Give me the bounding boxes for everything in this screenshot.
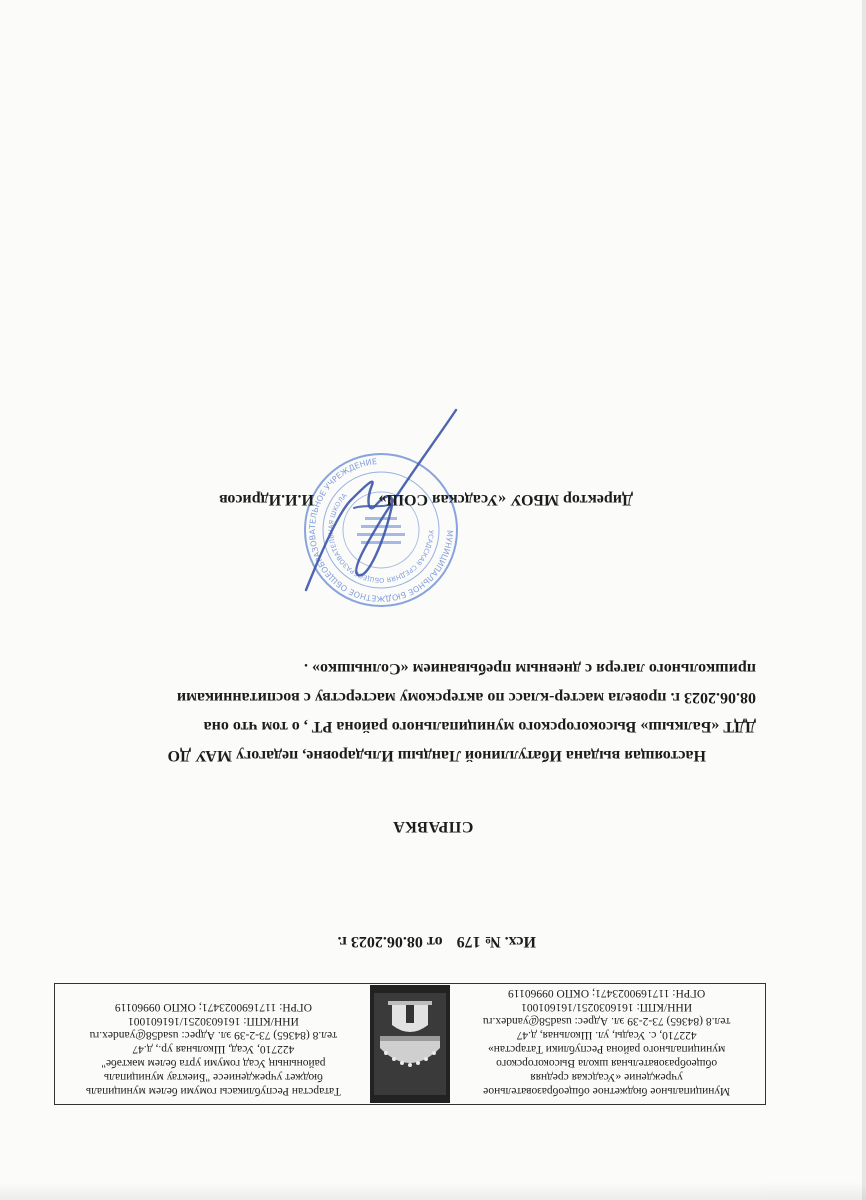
outgoing-reference bbox=[327, 932, 536, 950]
letterhead-line: Татарстан Республикасы гомуми белем муниципаль bbox=[85, 1085, 341, 1097]
letterhead-line: тел.8 (84365) 73-2-39 эл. Адрес: usad58@yandex.ru bbox=[482, 1015, 731, 1027]
letterhead-line: ИНН/КПП: 1616030251/161601001 bbox=[521, 1001, 693, 1013]
letterhead-tatar bbox=[55, 984, 368, 1104]
scan-edge bbox=[862, 0, 866, 1200]
letterhead-line: 422710, Усад, Школьная ур., д.47 bbox=[132, 1043, 295, 1055]
letterhead-line: Муниципальное бюджетное общеобразовательное bbox=[483, 1085, 731, 1097]
reference-number: Исх. № 179 bbox=[456, 933, 536, 950]
body-line: пришкольного лагеря с дневным пребыванием «Солнышко» . bbox=[304, 660, 756, 677]
letterhead-line: тел.8 (84365) 73-2-39 эл. Адрес: usad58@yandex.ru bbox=[89, 1029, 338, 1041]
letterhead bbox=[54, 983, 766, 1105]
letterhead-line: районының Усад гомуми урта белем мәктәбе" bbox=[101, 1057, 326, 1069]
letterhead-line: общеобразовательная школа Высокогорского bbox=[496, 1057, 718, 1069]
letterhead-line: ОГРН: 1171690023471; ОКПО 09960119 bbox=[114, 1001, 312, 1013]
director-position: Директор МБОУ «Усадская СОШ» bbox=[378, 491, 633, 508]
letterhead-line: учреждение «Усадская средняя bbox=[530, 1071, 683, 1083]
body-line: Настоящая выдана Ибатуллиной Ландыш Ильдаровне, педагогу МАУ ДО bbox=[167, 747, 706, 764]
letterhead-line: ИНН/КПП: 1616030251/161601001 bbox=[127, 1015, 299, 1027]
letterhead-line: бюджет учреждениесе "Биектау муниципаль bbox=[103, 1071, 323, 1083]
scan-edge bbox=[0, 1182, 866, 1200]
director-name: И.И.Идрисов bbox=[219, 491, 314, 508]
svg-text:МУНИЦИПАЛЬНОЕ БЮДЖЕТНОЕ ОБЩЕОБ: МУНИЦИПАЛЬНОЕ БЮДЖЕТНОЕ ОБЩЕОБРАЗОВАТЕЛЬНОЕ УЧРЕЖДЕНИЕ bbox=[307, 457, 455, 604]
document-title: СПРАВКА bbox=[392, 818, 474, 835]
letterhead-line: 422710, с. Усады, ул. Школьная, д.47 bbox=[516, 1029, 697, 1041]
certificate-body bbox=[56, 654, 756, 770]
body-line: ДДТ «Балкыш» Высокогорского муниципального района РТ , о том что она bbox=[203, 718, 756, 735]
svg-text:УСАДСКАЯ СРЕДНЯЯ ОБЩЕОБРАЗОВАТ: УСАДСКАЯ СРЕДНЯЯ ОБЩЕОБРАЗОВАТЕЛЬНАЯ ШКОЛА bbox=[326, 491, 436, 585]
letterhead-line: ОГРН: 1171690023471; ОКПО 09960119 bbox=[508, 987, 706, 999]
school-emblem-icon bbox=[368, 984, 452, 1104]
letterhead-russian bbox=[452, 984, 765, 1104]
reference-date: от 08.06.2023 г. bbox=[337, 933, 443, 950]
letterhead-line: муниципального района Республики Татарстан» bbox=[488, 1043, 726, 1055]
body-line: 08.06.2023 г. провела мастер-класс по актерскому мастерству с воспитанниками bbox=[176, 689, 756, 706]
